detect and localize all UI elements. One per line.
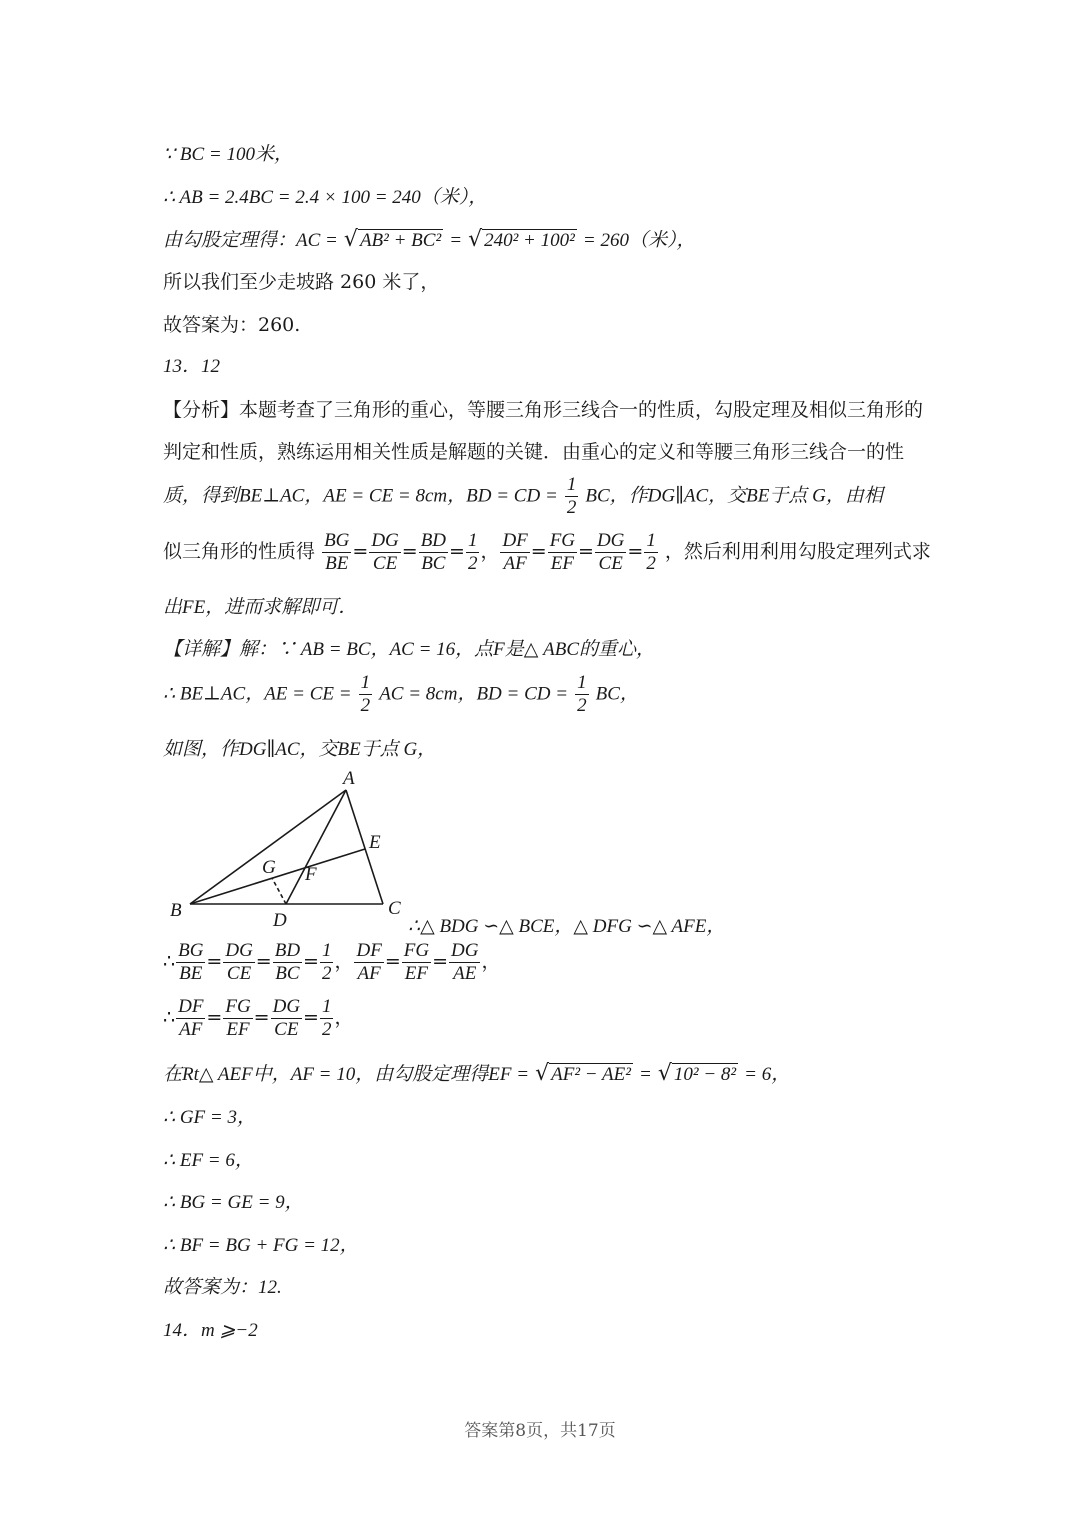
l13-text-a: ∴ BE⊥AC，AE = CE = [163,683,352,705]
sqrt-symbol: √ [343,227,358,252]
detail-line-gf: ∴ GF = 3， [163,1107,256,1128]
fraction-half: $\frac{1}{2}$ [646,530,656,574]
comma: ， [334,950,354,973]
analysis-line-2: 判定和性质，熟练运用相关性质是解题的关键．由重心的定义和等腰三角形三线合一的性 [163,441,905,463]
eq-sign: = [627,540,644,563]
fraction-fg-ef: $\frac{FG}{EF}$ [403,940,430,984]
sqrt-symbol: √ [535,1061,550,1086]
eq-sign: = [253,1006,270,1029]
l3-eq: = [449,230,463,251]
label-c: C [388,898,401,919]
comma: ， [480,540,500,563]
analysis-line-3 [163,474,883,519]
sqrt-symbol: √ [657,1061,672,1086]
median-be [190,849,365,904]
l9-text-b: BC，作DG∥AC，交BE于点 G，由相 [585,485,883,507]
fraction-half: $\frac{1}{2}$ [566,474,577,518]
fraction-dg-ae: $\frac{DG}{AE}$ [450,940,479,984]
eq-sign: = [401,540,418,563]
line-5: 故答案为：260. [163,314,301,336]
eq-sign: = [255,950,272,973]
detail-line-bf: ∴ BF = BG + FG = 12， [163,1235,359,1256]
similar-triangles-line: ∴△ BDG ∽△ BCE，△ DFG ∽△ AFE， [408,916,726,937]
eq-sign: = [303,950,319,973]
detail-line-bg: ∴ BG = GE = 9， [163,1192,304,1213]
detail-line-3: 如图，作DG∥AC，交BE于点 G， [163,739,437,760]
eq-sign: = [206,950,223,973]
l10-text-b: ，然后利用利用勾股定理列式求 [664,540,931,563]
triangle-figure [160,762,420,932]
fraction-df-af: $\frac{DF}{AF}$ [502,530,528,574]
fraction-half: $\frac{1}{2}$ [360,672,371,716]
l3-radicand-1: AB² + BC² [359,230,442,251]
question-13: 13．12 [163,356,221,377]
therefore-symbol: ∴ [163,950,176,973]
fraction-half: $\frac{1}{2}$ [467,530,478,574]
fraction-half: $\frac{1}{2}$ [321,996,332,1040]
label-g: G [262,857,276,878]
sqrt-symbol: √ [468,227,483,252]
line-1: ∵ BC = 100米， [163,144,293,165]
label-e: E [369,832,381,853]
eq-sign: = [352,540,369,563]
line-2: ∴ AB = 2.4BC = 2.4 × 100 = 240（米）， [163,187,488,208]
label-b: B [170,900,182,921]
fraction-dg-ce: $\frac{DG}{CE}$ [225,940,253,984]
eq-sign: = [530,540,547,563]
analysis-line-1: 【分析】本题考查了三角形的重心，等腰三角形三线合一的性质，勾股定理及相似三角形的 [163,399,924,421]
segment-dg [272,878,286,904]
detail-line-2 [163,672,639,717]
l18-radicand-2: 10² − 8² [673,1064,737,1085]
l18-eq: = [638,1064,652,1085]
fraction-half: $\frac{1}{2}$ [321,940,332,984]
l13-text-b: AC = 8cm，BD = CD = [379,683,569,705]
therefore-symbol: ∴ [163,1006,176,1029]
line-4: 所以我们至少走坡路 260 米了， [163,271,440,293]
l13-text-c: BC， [595,683,639,705]
question-14: 14．m ⩾−2 [163,1320,258,1341]
fraction-dg-ce: $\frac{DG}{CE}$ [272,996,301,1040]
fraction-df-af: $\frac{DF}{AF}$ [178,996,204,1040]
ratio-line-1 [163,940,500,985]
label-f: F [305,864,317,885]
eq-sign: = [449,540,465,563]
fraction-fg-ef: $\frac{FG}{EF}$ [225,996,251,1040]
comma: ， [481,950,501,973]
fraction-bg-be: $\frac{BG}{BE}$ [178,940,204,984]
detail-line-ef: ∴ EF = 6， [163,1150,254,1171]
eq-sign: = [206,1006,223,1029]
line-3 [163,228,695,253]
fraction-bg-be: $\frac{BG}{BE}$ [324,530,350,574]
fraction-bd-bc: $\frac{BD}{BC}$ [420,530,447,574]
fraction-bd-bc: $\frac{BD}{BC}$ [274,940,301,984]
ratio-line-2 [163,996,353,1041]
l9-text-a: 质，得到BE⊥AC，AE = CE = 8cm，BD = CD = [163,485,558,507]
analysis-line-4 [163,530,931,575]
detail-line-1: 【详解】解：∵ AB = BC，AC = 16，点F是△ ABC的重心， [163,639,656,660]
eq-sign: = [578,540,594,563]
label-a: A [343,768,355,789]
comma: ， [334,1006,354,1029]
l18-text-b: = 6， [744,1064,791,1085]
l10-text-a: 似三角形的性质得 [163,540,316,563]
fraction-dg-ce: $\frac{DG}{CE}$ [371,530,399,574]
eq-sign: = [384,950,401,973]
l3-text-a: 由勾股定理得：AC = [163,230,338,251]
median-ad [286,790,346,904]
l3-radicand-2: 240² + 100² [484,230,575,251]
analysis-line-5: 出FE，进而求解即可． [163,597,358,618]
eq-sign: = [432,950,448,973]
l18-text-a: 在Rt△ AEF中，AF = 10，由勾股定理得EF = [163,1064,530,1085]
fraction-half: $\frac{1}{2}$ [577,672,587,716]
l3-text-b: = 260（米）， [582,230,696,251]
fraction-df-af: $\frac{DF}{AF}$ [356,940,382,984]
fraction-dg-ce: $\frac{DG}{CE}$ [596,530,625,574]
edge-ba [190,790,346,904]
answer-13: 故答案为：12. [163,1277,282,1298]
label-d: D [273,910,287,931]
l18-radicand-1: AF² − AE² [551,1064,631,1085]
fraction-fg-ef: $\frac{FG}{EF}$ [549,530,576,574]
detail-line-rt [163,1062,790,1087]
page-footer: 答案第8页，共17页 [464,1421,616,1441]
eq-sign: = [303,1006,319,1029]
